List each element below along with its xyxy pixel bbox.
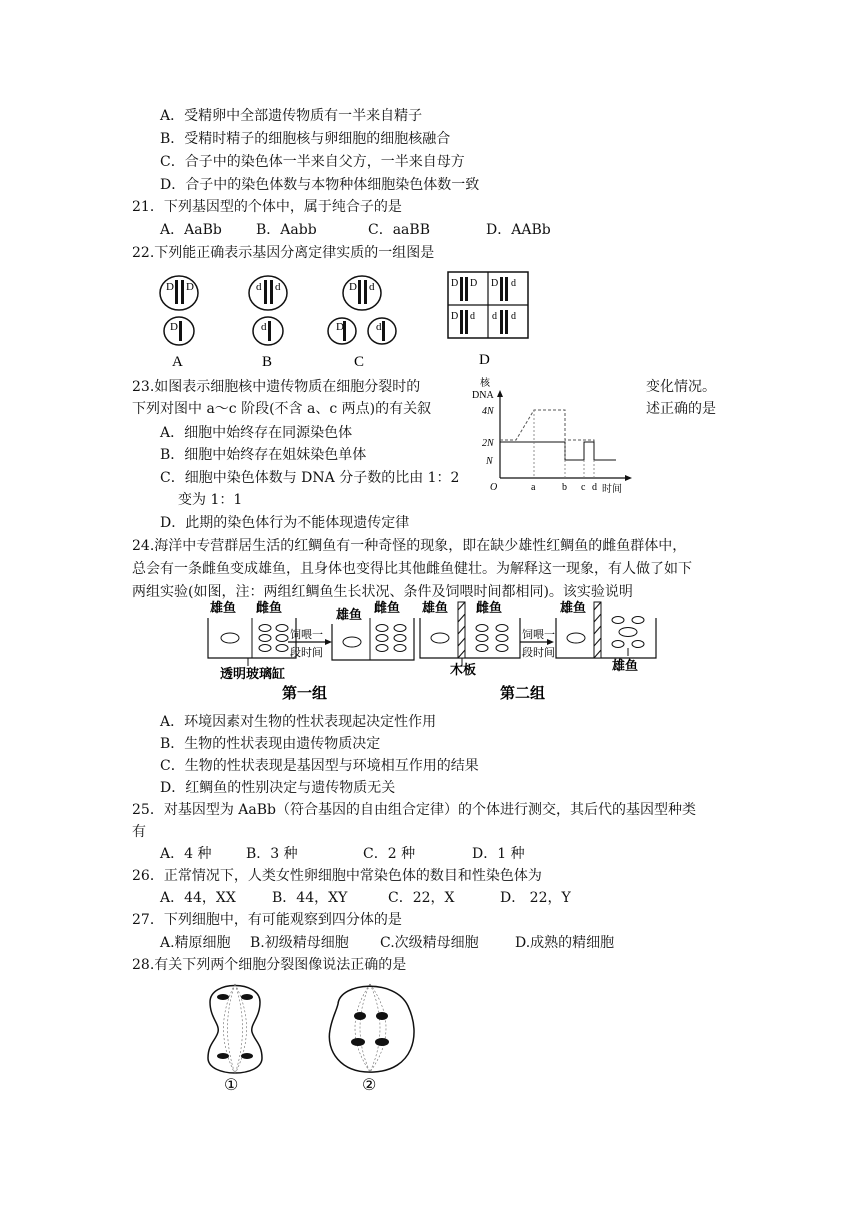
q27-option-c: C.次级精母细胞	[380, 935, 479, 951]
q23-option-b: B．细胞中始终存在姐妹染色单体	[160, 447, 367, 463]
q28-cell-2	[329, 984, 414, 1094]
q25-option-b: B．3 种	[246, 846, 298, 862]
q20-option-a: A．受精卵中全部遗传物质有一半来自精子	[160, 108, 423, 124]
svg-text:雄鱼: 雄鱼	[422, 600, 449, 615]
svg-text:透明玻璃缸: 透明玻璃缸	[220, 666, 286, 681]
q25-option-d: D．1 种	[472, 846, 525, 862]
svg-text:b: b	[562, 482, 567, 493]
q23-stem-right-1: 变化情况。	[646, 379, 716, 395]
q22-diagram-a	[160, 276, 198, 370]
q26-stem: 26．正常情况下，人类女性卵细胞中常染色体的数目和性染色体为	[132, 868, 542, 884]
q25-stem-1: 25．对基因型为 AaBb（符合基因的自由组合定律）的个体进行测交，其后代的基因型种类	[132, 802, 696, 818]
q23-option-d: D．此期的染色体行为不能体现遗传定律	[160, 515, 410, 531]
svg-text:雄鱼: 雄鱼	[210, 600, 237, 615]
q23-ylabel: DNA	[472, 390, 494, 401]
q24-stem-line-3: 两组实验(如图，注：两组红鲷鱼生长状况、条件及饲喂时间都相同)。该实验说明	[132, 584, 633, 600]
q22-label-d: D	[479, 352, 490, 368]
svg-text:第二组: 第二组	[500, 686, 546, 702]
svg-text:d: d	[256, 281, 262, 293]
svg-text:d: d	[592, 482, 597, 493]
q24-option-c: C．生物的性状表现是基因型与环境相互作用的结果	[160, 758, 479, 774]
q22-diagram-d	[448, 272, 528, 368]
q26-option-b: B．44，XY	[272, 890, 348, 906]
svg-text:D: D	[170, 321, 178, 333]
q28-label-2: ②	[362, 1077, 377, 1094]
svg-text:D: D	[166, 281, 174, 293]
svg-text:雄鱼: 雄鱼	[560, 600, 587, 615]
q22-stem: 22.下列能正确表示基因分离定律实质的一组图是	[132, 245, 435, 261]
svg-text:木板: 木板	[450, 662, 477, 677]
q23-stem-right-2: 述正确的是	[646, 401, 716, 417]
svg-text:雄鱼: 雄鱼	[336, 607, 363, 622]
q24-stem-line-2: 总会有一条雌鱼变成雄鱼，且身体也变得比其他雌鱼健壮。为解释这一现象，有人做了如下	[132, 561, 692, 577]
q22-label-c: C	[354, 354, 365, 370]
q27-option-d: D.成熟的精细胞	[515, 935, 615, 951]
svg-text:d: d	[470, 311, 475, 322]
svg-text:4N: 4N	[482, 406, 494, 417]
q28-label-1: ①	[224, 1077, 239, 1094]
q27-option-a: A.精原细胞	[160, 935, 231, 951]
svg-text:D: D	[470, 278, 478, 289]
q23-option-c-cont: 变为 1：1	[178, 492, 243, 508]
svg-text:段时间: 段时间	[522, 647, 555, 659]
q24-option-a: A．环境因素对生物的性状表现起决定性作用	[160, 714, 437, 730]
svg-text:d: d	[261, 321, 267, 333]
svg-text:D: D	[349, 281, 357, 293]
q27-stem: 27．下列细胞中，有可能观察到四分体的是	[132, 912, 402, 928]
svg-text:d: d	[511, 311, 516, 322]
svg-text:段时间: 段时间	[290, 647, 323, 659]
svg-text:D: D	[186, 281, 194, 293]
svg-text:饲喂一: 饲喂一	[522, 629, 555, 641]
svg-text:d: d	[376, 321, 382, 333]
svg-text:第一组: 第一组	[282, 686, 328, 702]
q26-option-a: A．44，XX	[160, 890, 236, 906]
svg-text:2N: 2N	[482, 438, 494, 449]
svg-text:N: N	[486, 456, 493, 467]
svg-text:D: D	[336, 321, 344, 333]
q28-cell-figure	[190, 978, 430, 1098]
svg-text:d: d	[492, 311, 497, 322]
svg-text:时间: 时间	[602, 484, 622, 495]
q24-option-d: D．红鲷鱼的性别决定与遗传物质无关	[160, 780, 396, 796]
q21-option-c: C．aaBB	[368, 222, 430, 238]
svg-text:a: a	[531, 482, 536, 493]
q23-stem-left-1: 23.如图表示细胞核中遗传物质在细胞分裂时的	[132, 379, 421, 395]
q25-option-a: A．4 种	[160, 846, 212, 862]
q28-stem: 28.有关下列两个细胞分裂图像说法正确的是	[132, 957, 407, 973]
q23-option-c: C．细胞中染色体数与 DNA 分子数的比由 1：2	[160, 470, 460, 486]
svg-text:饲喂一: 饲喂一	[290, 629, 323, 641]
svg-text:雌鱼: 雌鱼	[374, 600, 401, 615]
svg-text:雄鱼: 雄鱼	[612, 658, 639, 673]
q23-dna-graph	[470, 372, 645, 498]
svg-text:O: O	[490, 482, 498, 493]
q22-diagram-b	[249, 276, 287, 370]
q20-option-b: B．受精时精子的细胞核与卵细胞的细胞核融合	[160, 131, 451, 147]
q22-label-a: A	[172, 354, 183, 370]
q26-option-d: D． 22，Y	[500, 890, 571, 906]
q21-option-a: A．AaBb	[160, 222, 222, 238]
q24-option-b: B．生物的性状表现由遗传物质决定	[160, 736, 381, 752]
svg-text:c: c	[581, 482, 586, 493]
svg-text:d: d	[369, 281, 375, 293]
svg-text:D: D	[491, 278, 499, 289]
q23-stem-left-2: 下列对图中 a～c 阶段(不含 a、c 两点)的有关叙	[132, 401, 432, 417]
q26-option-c: C．22，X	[388, 890, 455, 906]
q24-stem-line-1: 24.海洋中专营群居生活的红鲷鱼有一种奇怪的现象，即在缺少雄性红鲷鱼的雌鱼群体中，	[132, 538, 687, 554]
svg-text:雌鱼: 雌鱼	[256, 600, 283, 615]
q22-figure	[150, 268, 530, 370]
svg-text:D: D	[451, 311, 459, 322]
svg-text:雌鱼: 雌鱼	[476, 600, 503, 615]
q28-cell-1	[208, 984, 262, 1094]
q21-option-b: B．Aabb	[256, 222, 317, 238]
q27-option-b: B.初级精母细胞	[250, 935, 349, 951]
q20-option-d: D．合子中的染色体数与本物种体细胞染色体数一致	[160, 177, 480, 193]
q23-option-a: A．细胞中始终存在同源染色体	[160, 425, 353, 441]
q22-label-b: B	[262, 354, 273, 370]
q21-option-d: D．AABb	[486, 222, 551, 238]
svg-text:d: d	[275, 281, 281, 293]
q22-diagram-c	[328, 276, 396, 370]
svg-text:d: d	[511, 278, 516, 289]
q25-option-c: C．2 种	[363, 846, 416, 862]
q23-ylabel-top: 核	[480, 378, 490, 389]
q25-stem-2: 有	[132, 824, 146, 840]
svg-text:D: D	[451, 278, 459, 289]
q21-stem: 21．下列基因型的个体中，属于纯合子的是	[132, 199, 402, 215]
q24-experiment-figure	[200, 598, 660, 706]
q20-option-c: C．合子中的染色体一半来自父方，一半来自母方	[160, 154, 465, 170]
